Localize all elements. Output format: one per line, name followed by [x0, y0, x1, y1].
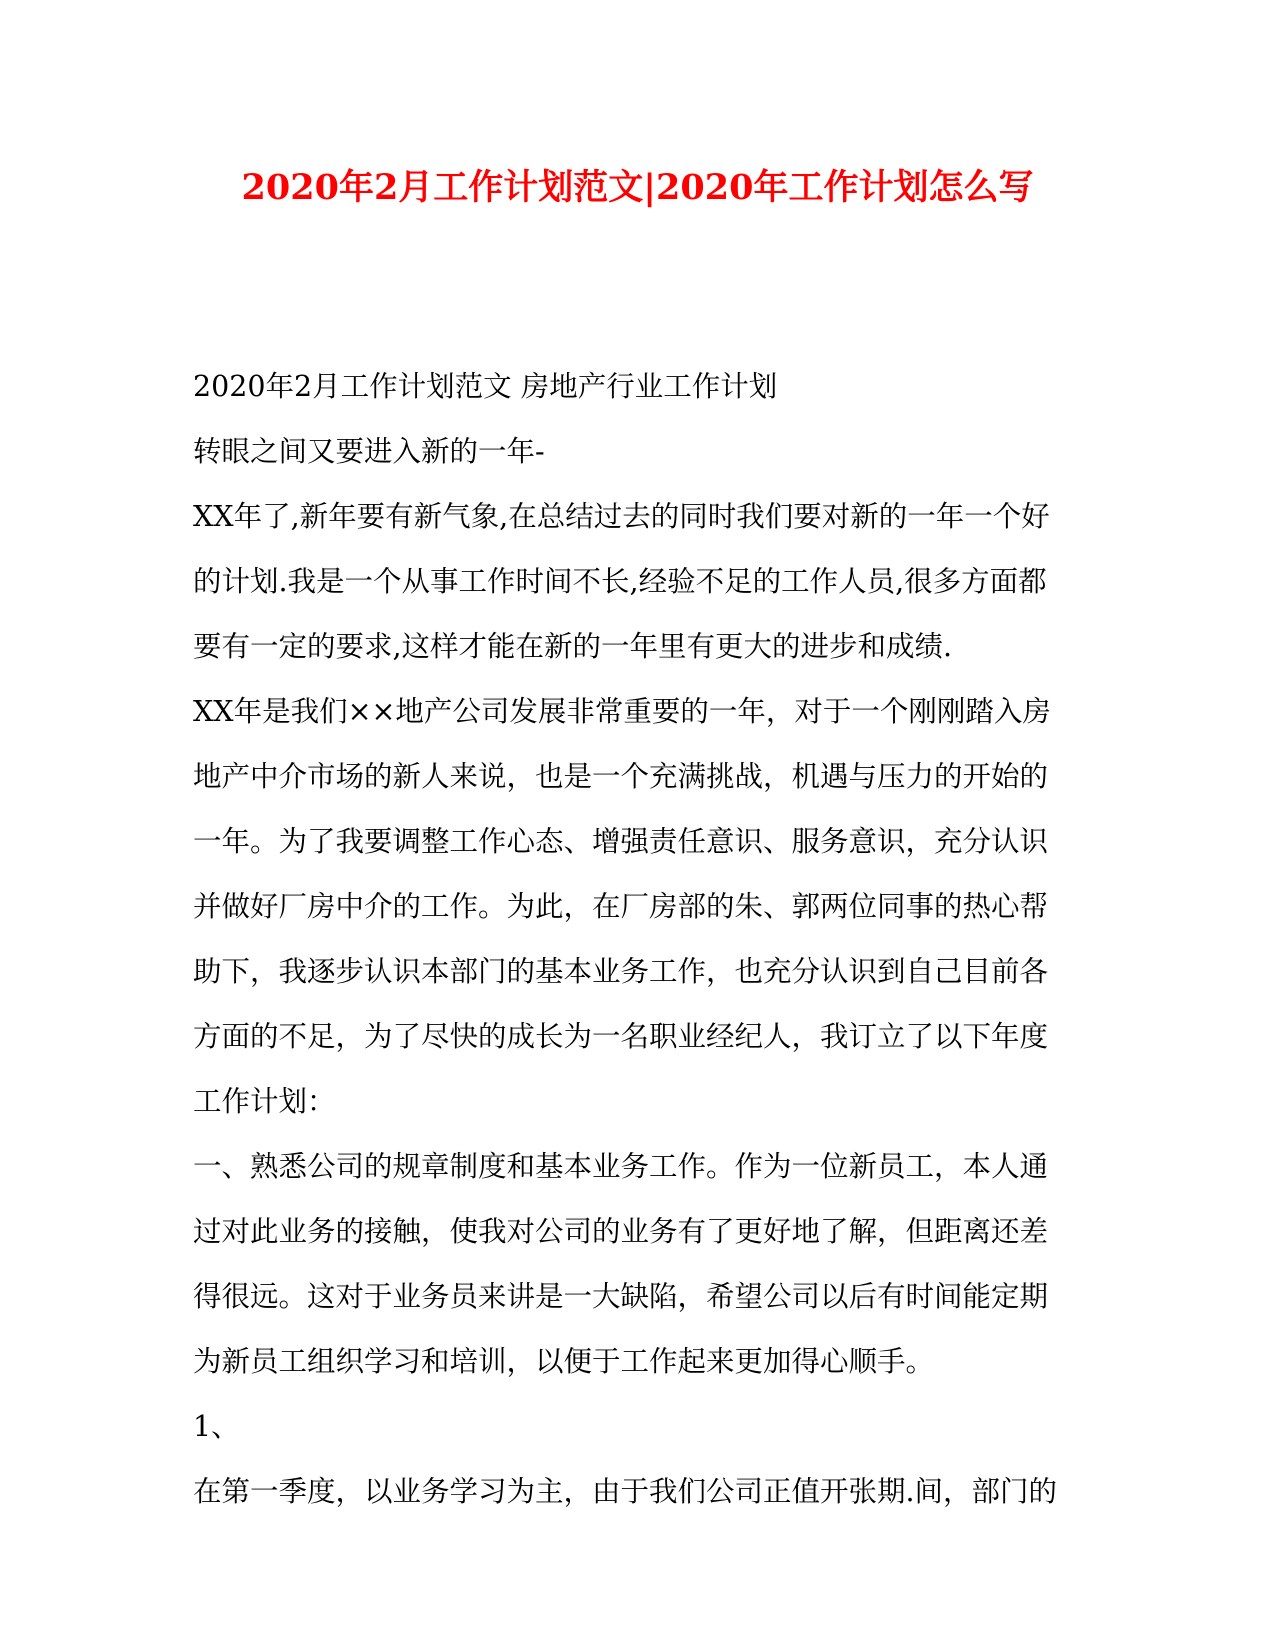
- body-line: 转眼之间又要进入新的一年-: [193, 435, 545, 468]
- body-line: 地产中介市场的新人来说，也是一个充满挑战，机遇与压力的开始的: [193, 760, 1049, 793]
- document-body: [193, 354, 1093, 1524]
- body-line: 得很远。这对于业务员来讲是一大缺陷，希望公司以后有时间能定期: [193, 1280, 1049, 1313]
- body-line: 一年。为了我要调整工作心态、增强责任意识、服务意识，充分认识: [193, 825, 1049, 858]
- document-title: 2020年2月工作计划范文|2020年工作计划怎么写: [241, 167, 1034, 208]
- body-line: 助下，我逐步认识本部门的基本业务工作，也充分认识到自己目前各: [193, 955, 1049, 988]
- body-line: 工作计划：: [193, 1085, 336, 1118]
- body-line: XX年是我们××地产公司发展非常重要的一年，对于一个刚刚踏入房: [193, 695, 1051, 728]
- body-line: 2020年2月工作计划范文 房地产行业工作计划: [193, 370, 778, 403]
- body-line: 方面的不足，为了尽快的成长为一名职业经纪人，我订立了以下年度: [193, 1020, 1049, 1053]
- body-line: 在第一季度，以业务学习为主，由于我们公司正值开张期.间，部门的: [193, 1475, 1058, 1508]
- body-line: XX年了,新年要有新气象,在总结过去的同时我们要对新的一年一个好: [193, 500, 1050, 533]
- body-line: 并做好厂房中介的工作。为此，在厂房部的朱、郭两位同事的热心帮: [193, 890, 1049, 923]
- body-line: 要有一定的要求,这样才能在新的一年里有更大的进步和成绩.: [193, 630, 953, 663]
- body-line: 一、熟悉公司的规章制度和基本业务工作。作为一位新员工，本人通: [193, 1150, 1049, 1183]
- body-line: 过对此业务的接触，使我对公司的业务有了更好地了解，但距离还差: [193, 1215, 1049, 1248]
- body-line: 的计划.我是一个从事工作时间不长,经验不足的工作人员,很多方面都: [193, 565, 1047, 598]
- body-line: 为新员工组织学习和培训，以便于工作起来更加得心顺手。: [193, 1345, 935, 1378]
- body-line: 1、: [193, 1410, 240, 1443]
